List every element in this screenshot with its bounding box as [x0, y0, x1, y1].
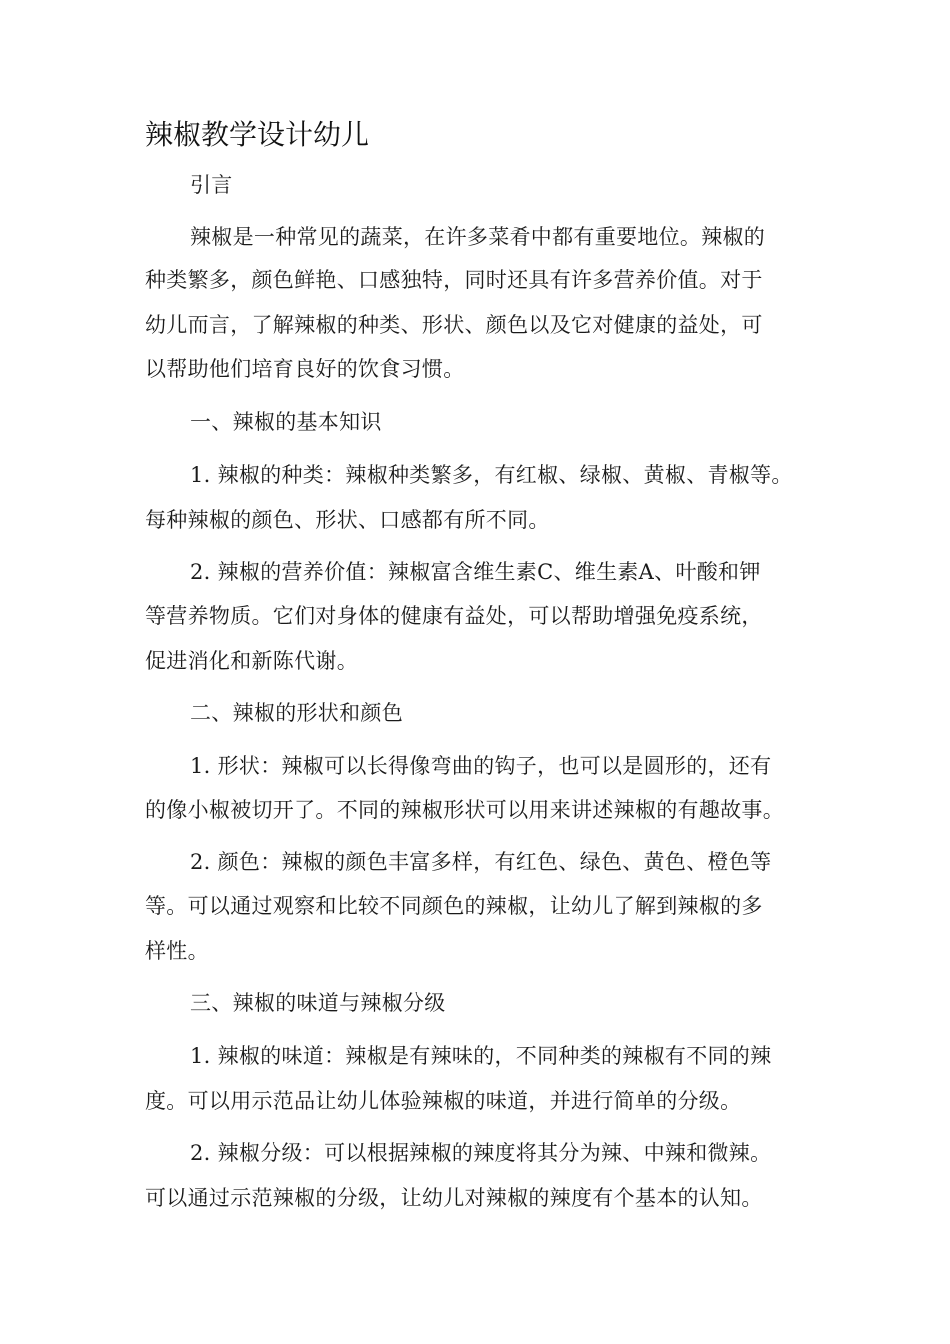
heading-introduction: 引言: [190, 173, 233, 197]
section-heading-2: 二、辣椒的形状和颜色: [190, 701, 403, 725]
paragraph-line: 1. 形状：辣椒可以长得像弯曲的钩子，也可以是圆形的，还有: [190, 754, 772, 778]
paragraph-line: 每种辣椒的颜色、形状、口感都有所不同。: [145, 508, 550, 532]
paragraph-line: 等营养物质。它们对身体的健康有益处，可以帮助增强免疫系统，: [145, 604, 763, 628]
section-heading-3: 三、辣椒的味道与辣椒分级: [190, 991, 446, 1015]
paragraph-line: 度。可以用示范品让幼儿体验辣椒的味道，并进行简单的分级。: [145, 1089, 742, 1113]
document-title: 辣椒教学设计幼儿: [145, 118, 370, 151]
paragraph-line: 等。可以通过观察和比较不同颜色的辣椒，让幼儿了解到辣椒的多: [145, 894, 763, 918]
paragraph-line: 促进消化和新陈代谢。: [145, 649, 358, 673]
paragraph-line: 以帮助他们培育良好的饮食习惯。: [145, 357, 465, 381]
paragraph-line: 可以通过示范辣椒的分级，让幼儿对辣椒的辣度有个基本的认知。: [145, 1186, 763, 1210]
paragraph-line: 2. 辣椒分级：可以根据辣椒的辣度将其分为辣、中辣和微辣。: [190, 1141, 772, 1165]
paragraph-line: 1. 辣椒的种类：辣椒种类繁多，有红椒、绿椒、黄椒、青椒等。: [190, 463, 793, 487]
paragraph-line: 的像小椒被切开了。不同的辣椒形状可以用来讲述辣椒的有趣故事。: [145, 798, 784, 822]
section-heading-1: 一、辣椒的基本知识: [190, 410, 382, 434]
paragraph-line: 幼儿而言，了解辣椒的种类、形状、颜色以及它对健康的益处，可: [145, 313, 763, 337]
paragraph-line: 样性。: [145, 939, 209, 963]
paragraph-line: 1. 辣椒的味道：辣椒是有辣味的，不同种类的辣椒有不同的辣: [190, 1044, 772, 1068]
paragraph-line: 2. 颜色：辣椒的颜色丰富多样，有红色、绿色、黄色、橙色等: [190, 850, 772, 874]
paragraph-line: 辣椒是一种常见的蔬菜，在许多菜肴中都有重要地位。辣椒的: [190, 225, 766, 249]
paragraph-line: 2. 辣椒的营养价值：辣椒富含维生素C、维生素A、叶酸和钾: [190, 560, 761, 584]
paragraph-line: 种类繁多，颜色鲜艳、口感独特，同时还具有许多营养价值。对于: [145, 268, 763, 292]
